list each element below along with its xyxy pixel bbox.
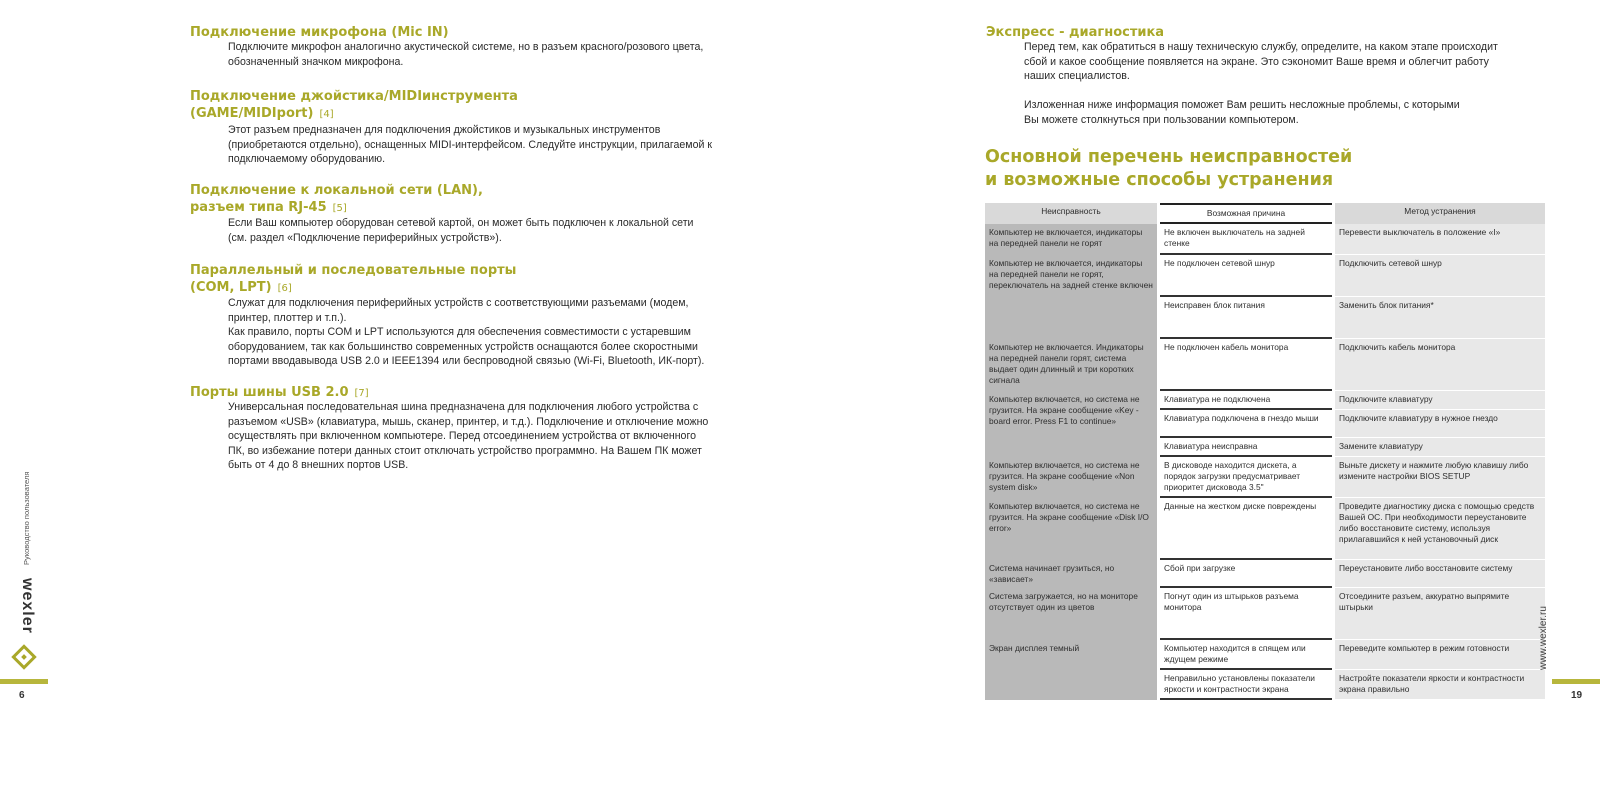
fix-cell: Замените клавиатуру — [1335, 438, 1545, 457]
table-row — [985, 224, 1545, 255]
section-title-text: Порты шины USB 2.0 — [190, 385, 349, 400]
section-ref: [7] — [354, 388, 369, 399]
fix-cell: Заменить блок питания* — [1335, 297, 1545, 339]
section-title-midi — [190, 88, 518, 123]
fix-cell: Переведите компьютер в режим готовности — [1335, 640, 1545, 670]
table-row — [985, 588, 1545, 640]
body-line: подключаемому оборудованию. — [228, 153, 386, 165]
band-line-right — [1552, 679, 1600, 684]
page-number-right: 19 — [1571, 690, 1583, 701]
fault-cell: Компьютер не включается, индикаторы на передней панели не горят, переключатель на задней стенке включен — [985, 255, 1157, 339]
band-line-left — [0, 679, 48, 684]
table-row — [985, 640, 1545, 670]
page-number-left: 6 — [19, 690, 25, 701]
cause-cell: Неправильно установлены показатели яркости и контрастности экрана — [1160, 670, 1332, 700]
body-line: быть от 4 до 8 внешних портов USB. — [228, 459, 409, 471]
cause-cell: Не включен выключатель на задней стенке — [1160, 224, 1332, 255]
section-body-lan — [228, 216, 693, 245]
cause-cell: Не подключен кабель монитора — [1160, 339, 1332, 391]
body-line: осуществлять при включенном компьютере. Перед отсоединением устройства от включенного — [228, 430, 696, 442]
body-line: оборудованием, так как большинство современных устройств оснащаются более скоростными — [228, 340, 698, 353]
fix-cell: Переустановите либо восстановите систему — [1335, 560, 1545, 588]
body-line: принтер, плоттер и т.п.). — [228, 311, 347, 324]
fault-cell: Компьютер включается, но система не грузится. На экране сообщение «Key - board error. Press F1 to continue» — [985, 391, 1157, 457]
body-line: ПК, во избежание потери данных стоит отключать устройство программно. На Вашем ПК может — [228, 444, 702, 457]
main-title-line-2: и возможные способы устранения — [985, 169, 1334, 190]
table-row — [985, 255, 1545, 297]
header-cause: Возможная причина — [1160, 203, 1332, 224]
right-page — [800, 0, 1600, 801]
fault-cell: Компьютер не включается, индикаторы на передней панели не горят — [985, 224, 1157, 255]
table-row — [985, 457, 1545, 498]
express-body — [1024, 40, 1498, 127]
fix-cell: Проведите диагностику диска с помощью средств Вашей ОС. При необходимости переустановите либо восстановите систему, используя прилагавшийся к ней установочный диск — [1335, 498, 1545, 560]
body-line: Универсальная последовательная шина предназначена для подключения любого устройства с — [228, 401, 699, 413]
fix-cell: Выньте дискету и нажмите любую клавишу либо измените настройки BIOS SETUP — [1335, 457, 1545, 498]
fault-cell: Компьютер включается, но система не грузится. На экране сообщение «Disk I/O error» — [985, 498, 1157, 560]
cause-cell: Не подключен сетевой шнур — [1160, 255, 1332, 297]
brand-logo-icon — [11, 644, 36, 669]
table-row — [985, 391, 1545, 410]
body-line: разъемом «USB» (клавиатура, мышь, сканер, принтер, и т.д.). Подключение и отключение можно — [228, 415, 709, 428]
section-title-lan — [190, 182, 483, 217]
cause-cell: Погнут один из штырьков разъема монитора — [1160, 588, 1332, 640]
body-line: наших специалистов. — [1024, 70, 1130, 82]
body-line: Этот разъем предназначен для подключения джойстиков и музыкальных инструментов — [228, 124, 661, 136]
fix-cell: Подключите клавиатуру в нужное гнездо — [1335, 410, 1545, 438]
cause-cell: В дисководе находится дискета, а порядок загрузки предусматривает приоритет дисковода 3.5" — [1160, 457, 1332, 498]
table-row — [985, 498, 1545, 560]
section-title-ports — [190, 262, 516, 297]
section-title-text-2: разъем типа RJ-45 — [190, 200, 327, 215]
section-title-text: Подключение джойстика/MIDIинструмента — [190, 89, 518, 104]
website-url: www.wexler.ru — [1538, 606, 1549, 670]
section-body-midi — [228, 123, 712, 167]
section-body-usb — [228, 400, 708, 473]
brand-logo-text: wexler — [19, 578, 36, 634]
section-body-mic — [228, 40, 703, 69]
express-title: Экспресс - диагностика — [986, 25, 1165, 40]
table-row — [985, 339, 1545, 391]
cause-cell: Данные на жестком диске повреждены — [1160, 498, 1332, 560]
body-line: Подключите микрофон аналогично акустической системе, но в разъем красного/розового цвета, — [228, 41, 704, 53]
section-ref: [4] — [319, 109, 334, 120]
cause-cell: Клавиатура подключена в гнездо мыши — [1160, 410, 1332, 438]
body-line: (см. раздел «Подключение периферийных устройств»). — [228, 231, 502, 244]
body-line: сбой и какое сообщение появляется на экране. Это сэкономит Ваше время и облегчит работу — [1024, 55, 1489, 68]
main-title — [985, 146, 1352, 191]
header-fix: Метод устранения — [1335, 203, 1545, 224]
side-text-manual: Руководство пользователя — [22, 471, 31, 565]
body-line: Перед тем, как обратиться в нашу техническую службу, определите, на каком этапе происходит — [1024, 41, 1498, 53]
body-line: Вы можете столкнуться при пользовании компьютером. — [1024, 113, 1299, 126]
fix-cell: Подключить кабель монитора — [1335, 339, 1545, 391]
body-line: Как правило, порты COM и LPT используются для обеспечения совместимости с устаревшим — [228, 326, 691, 338]
fix-cell: Отсоедините разъем, аккуратно выпрямите штырьки — [1335, 588, 1545, 640]
section-title-text: Подключение к локальной сети (LAN), — [190, 183, 483, 198]
section-title-text: Подключение микрофона (Mic IN) — [190, 25, 449, 40]
body-spacer — [1024, 84, 1498, 99]
body-line: Служат для подключения периферийных устройств с соответствующими разъемами (модем, — [228, 297, 689, 309]
fault-cell: Компьютер не включается. Индикаторы на передней панели горят, система выдает один длинный и три коротких сигнала — [985, 339, 1157, 391]
section-ref: [5] — [332, 203, 347, 214]
section-title-text-2: (GAME/MIDIport) — [190, 106, 314, 121]
fault-cell: Система начинает грузиться, но «зависает» — [985, 560, 1157, 588]
section-title-mic — [190, 24, 449, 41]
fault-cell: Компьютер включается, но система не грузится. На экране сообщение «Non system disk» — [985, 457, 1157, 498]
section-ref: [6] — [277, 283, 292, 294]
body-line: (приобретаются отдельно), оснащенных MIDI-интерфейсом. Следуйте инструкции, прилагаемой к — [228, 138, 712, 151]
fix-cell: Настройте показатели яркости и контрастности экрана правильно — [1335, 670, 1545, 700]
body-line: портами вводавывода USB 2.0 и IEEE1394 или беспроводной связью (Wi-Fi, Bluetooth, ИК-порт). — [228, 355, 705, 367]
body-line: обозначенный значком микрофона. — [228, 55, 404, 68]
fault-cell: Экран дисплея темный — [985, 640, 1157, 700]
cause-cell: Неисправен блок питания — [1160, 297, 1332, 339]
main-title-line-1: Основной перечень неисправностей — [985, 147, 1353, 167]
fix-cell: Перевести выключатель в положение «I» — [1335, 224, 1545, 255]
fault-cell: Система загружается, но на мониторе отсутствует один из цветов — [985, 588, 1157, 640]
fix-cell: Подключить сетевой шнур — [1335, 255, 1545, 297]
cause-cell: Сбой при загрузке — [1160, 560, 1332, 588]
cause-cell: Клавиатура неисправна — [1160, 438, 1332, 457]
section-title-text: Параллельный и последовательные порты — [190, 263, 517, 278]
body-line: Изложенная ниже информация поможет Вам решить несложные проблемы, с которыми — [1024, 99, 1460, 111]
section-title-text-2: (COM, LPT) — [190, 280, 272, 295]
table-row — [985, 560, 1545, 588]
body-line: Если Ваш компьютер оборудован сетевой картой, он может быть подключен к локальной сети — [228, 217, 694, 229]
section-body-ports — [228, 296, 704, 369]
table-header-row — [985, 203, 1545, 224]
fix-cell: Подключите клавиатуру — [1335, 391, 1545, 410]
cause-cell: Компьютер находится в спящем или ждущем режиме — [1160, 640, 1332, 670]
header-fault: Неисправность — [985, 203, 1157, 224]
diagnostics-table — [982, 203, 1548, 700]
cause-cell: Клавиатура не подключена — [1160, 391, 1332, 410]
